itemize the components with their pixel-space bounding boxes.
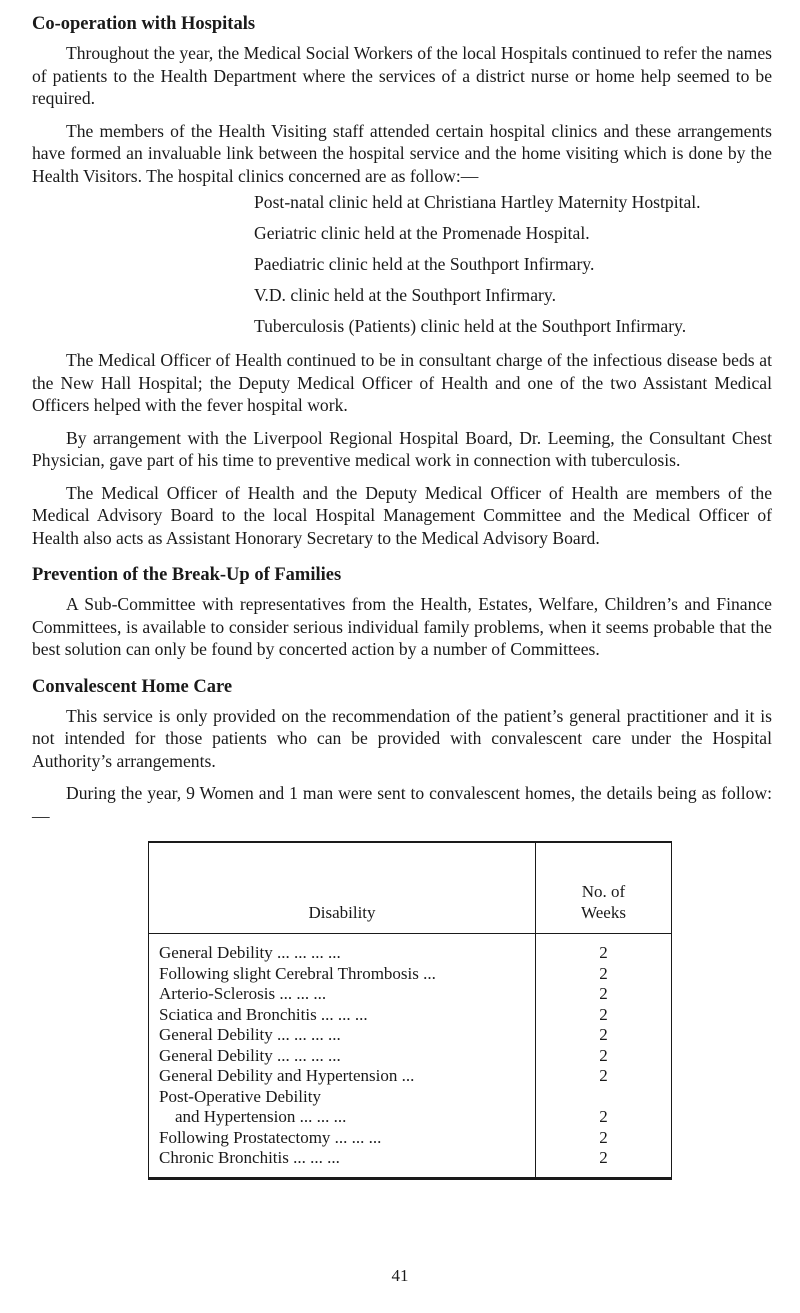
column-header-disability: Disability xyxy=(149,843,536,934)
convalescent-table xyxy=(148,841,672,1180)
disability-cell: Arterio-Sclerosis ... ... ... xyxy=(149,984,536,1005)
weeks-cell: 2 xyxy=(599,1148,608,1167)
paragraph: A Sub-Committee with representatives from the Health, Estates, Welfare, Children’s and Finance Committees, is available to consider serious individual family problems, when it seems probable that the best solution can only be found by concerted action by a number of Committees. xyxy=(32,594,772,659)
paragraph: The members of the Health Visiting staff attended certain hospital clinics and these arrangements have formed an invaluable link between the hospital service and the home visiting which is done by the Health Visitors. The hospital clinics concerned are as follow:— xyxy=(32,120,772,186)
heading-convalescent: Convalescent Home Care xyxy=(32,676,233,697)
disability-cell: Following slight Cerebral Thrombosis ... xyxy=(149,964,536,985)
disability-cell xyxy=(149,1107,536,1128)
page-number: 41 xyxy=(391,1266,409,1285)
column-header-weeks xyxy=(536,843,672,934)
paragraph: By arrangement with the Liverpool Regional Hospital Board, Dr. Leeming, the Consultant Chest Physician, gave part of his time to preventive medical work in connection with tuberculosis. xyxy=(32,427,772,470)
table-row xyxy=(149,964,671,985)
table-row xyxy=(149,984,671,1005)
clinic-item: Paediatric clinic held at the Southport Infirmary. xyxy=(254,254,595,274)
weeks-cell: 2 xyxy=(599,1107,608,1126)
paragraph: Throughout the year, the Medical Social Workers of the local Hospitals continued to refer the names of patients to the Health Department where the services of a district nurse or home help seemed to be required. xyxy=(32,43,772,108)
heading-prevention: Prevention of the Break-Up of Families xyxy=(32,565,342,585)
weeks-cell: 2 xyxy=(599,1045,608,1065)
disability-cell: General Debility and Hypertension ... xyxy=(149,1066,536,1087)
paragraph: During the year, 9 Women and 1 man were sent to convalescent homes, the details being as follow:— xyxy=(32,783,772,826)
paragraph: The Medical Officer of Health and the Deputy Medical Officer of Health are members of the Medical Advisory Board to the local Hospital Management Committee and the Medical Officer of Health also acts as Assistant Honorary Secretary to the Medical Advisory Board. xyxy=(32,482,772,548)
disability-cell: Following Prostatectomy ... ... ... xyxy=(149,1128,536,1149)
disability-cell: Post-Operative Debility xyxy=(149,1087,536,1108)
table-row xyxy=(149,1087,671,1108)
weeks-cell xyxy=(536,1087,672,1108)
weeks-cell: 2 xyxy=(599,943,608,962)
weeks-cell: 2 xyxy=(599,963,608,983)
heading-cooperation: Co-operation with Hospitals xyxy=(32,14,256,34)
disability-cell: General Debility ... ... ... ... xyxy=(149,1046,536,1067)
table-row xyxy=(149,934,671,964)
clinic-item: Geriatric clinic held at the Promenade Hospital. xyxy=(254,223,590,243)
weeks-cell: 2 xyxy=(599,984,608,1003)
paragraph: This service is only provided on the recommendation of the patient’s general practitioner and it is not intended for those patients who can be provided with convalescent care under the Hospital Authority’s arrangements. xyxy=(32,705,772,771)
disability-cell-continued: and Hypertension ... ... ... xyxy=(175,1107,347,1126)
disability-cell: General Debility ... ... ... ... xyxy=(149,934,536,964)
page-content xyxy=(32,12,772,1180)
weeks-cell: 2 xyxy=(599,1004,608,1024)
clinic-list xyxy=(32,191,772,337)
table-row xyxy=(149,1046,671,1067)
weeks-cell: 2 xyxy=(599,1127,608,1147)
table-row xyxy=(149,1148,671,1177)
table-row xyxy=(149,1128,671,1149)
paragraph: The Medical Officer of Health continued to be in consultant charge of the infectious disease beds at the New Hall Hospital; the Deputy Medical Officer of Health and one of the two Assistant Medical Officers helped with the fever hospital work. xyxy=(32,350,772,415)
weeks-cell: 2 xyxy=(599,1025,608,1044)
table-row xyxy=(149,1025,671,1046)
disability-cell: Sciatica and Bronchitis ... ... ... xyxy=(149,1005,536,1026)
disability-cell: General Debility ... ... ... ... xyxy=(149,1025,536,1046)
column-header-weeks-line2: Weeks xyxy=(581,903,626,922)
clinic-item: Post-natal clinic held at Christiana Hartley Maternity Hostpital. xyxy=(254,192,701,212)
clinic-item: V.D. clinic held at the Southport Infirmary. xyxy=(254,285,556,305)
weeks-cell: 2 xyxy=(599,1066,608,1085)
clinic-item: Tuberculosis (Patients) clinic held at the Southport Infirmary. xyxy=(254,316,687,336)
disability-cell: Chronic Bronchitis ... ... ... xyxy=(149,1148,536,1177)
table-row xyxy=(149,1066,671,1087)
table-row xyxy=(149,1005,671,1026)
column-header-weeks-line1: No. of xyxy=(581,882,626,901)
table-row xyxy=(149,1107,671,1128)
